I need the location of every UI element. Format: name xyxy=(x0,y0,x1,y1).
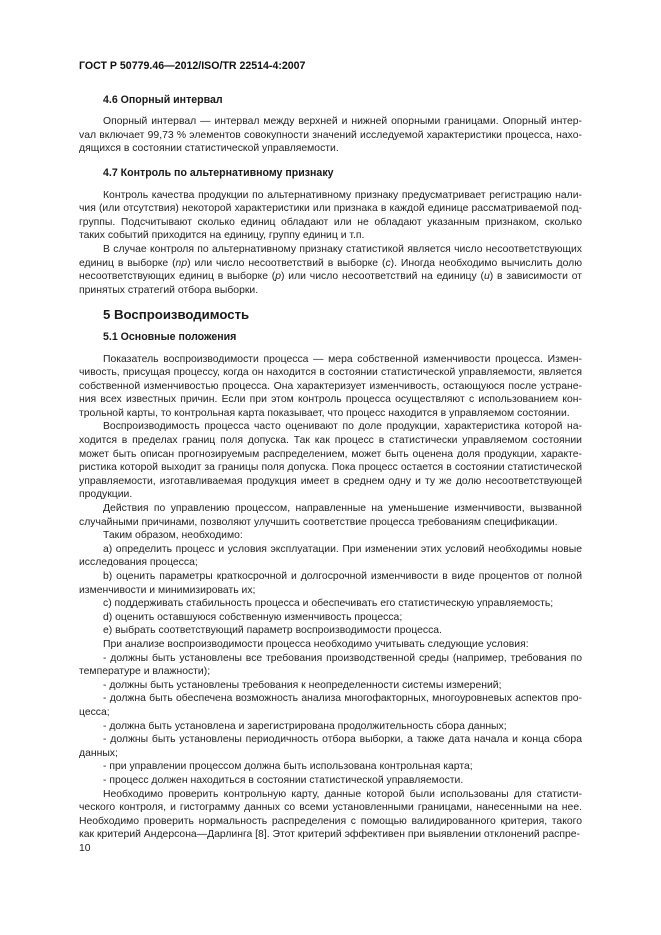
page-number: 10 xyxy=(79,843,91,854)
condition-item: - должны быть установлены требования к неопределенности системы измерений; xyxy=(103,679,502,691)
symbol-np: np xyxy=(175,257,188,269)
paragraph: Таким образом, необходимо: xyxy=(103,530,243,542)
paragraph: Показатель воспроизводимости процесса — мера собственной изменчивости процесса. Изменчивость, присущая процессу, когда он находится в состоянии статистической управляемости, является собственной изменчивостью процесса. Она характеризует изменчивость, остающуюся после устранения всех известных причин. Если при этом контроль процесса осуществляют с использованием контрольной карты, то контрольная карта показывает, что процесс находится в управляемом состоянии. xyxy=(79,353,582,419)
symbol-p: p xyxy=(275,271,282,283)
text-run: ) или число несоответствий на единицу ( xyxy=(281,271,484,283)
condition-item: - должны быть установлены периодичность отбора выборки, а также дата начала и конца сбора данных; xyxy=(79,734,582,759)
symbol-c: c xyxy=(385,257,391,269)
section-title-5-1: 5.1 Основные положения xyxy=(103,330,237,343)
list-item-b: b) оценить параметры краткосрочной и долгосрочной изменчивости в виде процентов от полной изменчивости и минимизировать их; xyxy=(79,571,582,596)
paragraph: Действия по управлению процессом, направленные на уменьшение изменчивости, вызванной случайными причинами, позволяют улучшить соответствие процесса требованиям спецификации. xyxy=(79,503,582,528)
list-item-d: d) оценить оставшуюся собственную изменчивость процесса; xyxy=(103,611,403,623)
paragraph: Воспроизводимость процесса часто оценивают по доле продукции, характеристика которой находится в пределах границ поля допуска. Так как процесс в статистически управляемом состоянии может быть описан прогнозируемым распределением, может быть оценена доля продукции, характеристика которой выходит за границы поля допуска. Пока процесс остается в состоянии статистической управляемости, изготавливаемая продукция имеет в среднем одну и ту же долю несоответствующей продукции. xyxy=(79,421,582,501)
section-5-1 xyxy=(79,331,582,842)
section-5 xyxy=(79,308,582,322)
condition-item: - должна быть установлена и зарегистрирована продолжительность сбора данных; xyxy=(103,720,507,732)
list-item-a: a) определить процесс и условия эксплуатации. При изменении этих условий необходимы новые исследования процесса; xyxy=(79,543,582,569)
condition-item: - при управлении процессом должна быть использована контрольная карта; xyxy=(103,761,473,773)
condition-item: - должна быть обеспечена возможность анализа многофакторных, многоуровневых аспектов процесса; xyxy=(79,693,582,718)
text-run: ) или число несоответствий в выборке ( xyxy=(187,257,386,269)
document-page xyxy=(79,60,582,853)
section-title-5: 5 Воспроизводимость xyxy=(103,307,250,323)
section-title-4-7: 4.7 Контроль по альтернативному признаку xyxy=(103,166,334,179)
section-4-6 xyxy=(79,94,582,156)
symbol-u: u xyxy=(483,271,490,283)
list-item-c: c) поддерживать стабильность процесса и обеспечивать его статистическую управляемость; xyxy=(103,598,554,610)
standard-header: ГОСТ Р 50779.46—2012/ISO/TR 22514-4:2007 xyxy=(79,60,306,72)
list-item-e: e) выбрать соответствующий параметр воспроизводимости процесса. xyxy=(103,625,442,637)
condition-item: - процесс должен находиться в состоянии статистической управляемости. xyxy=(103,774,464,786)
section-4-7 xyxy=(79,167,582,297)
paragraph: Опорный интервал — интервал между верхней и нижней опорными границами. Опорный интерvал включает 99,73 % элементов совокупности значений исследуемой характеристики процесса, находящихся в состоянии статистической управляемости. xyxy=(79,116,582,155)
section-title-4-6: 4.6 Опорный интервал xyxy=(103,93,223,106)
paragraph: При анализе воспроизводимости процесса необходимо учитывать следующие условия: xyxy=(103,638,529,650)
text-run: В случае контроля по альтернативному признаку статистикой является число несоответствующих единиц в выборке ( xyxy=(79,243,582,269)
text-run: ). Иногда необходимо вычислить долю несоответствующих единиц в выборке ( xyxy=(79,257,582,283)
paragraph-statistics xyxy=(79,243,582,297)
text-run: ) в зависимости от принятых стратегий отбора выборки. xyxy=(79,271,582,296)
paragraph: Необходимо проверить контрольную карту, данные которой были использованы для статистического контроля, и гистограмму данных со всеми установленными границами, нанесенными на нее. Необходимо проверить нормальность распределения с помощью валидированного критерия, такого как критерий Андерсона—Дарлинга [8]. Этот критерий эффективен при выявлении отклонений распре- xyxy=(79,788,582,841)
paragraph: Контроль качества продукции по альтернативному признаку предусматривает регистрацию наличия (или отсутствия) некоторой характеристики или признака в каждой единице рассматриваемой подгруппы. Подсчитывают сколько единиц обладают или не обладают указанным признаком, сколько таких событий приходится на единицу, группу единиц и т.п. xyxy=(79,189,582,242)
condition-item: - должны быть установлены все требования производственной среды (например, требования по температуре и влажности); xyxy=(79,652,582,678)
